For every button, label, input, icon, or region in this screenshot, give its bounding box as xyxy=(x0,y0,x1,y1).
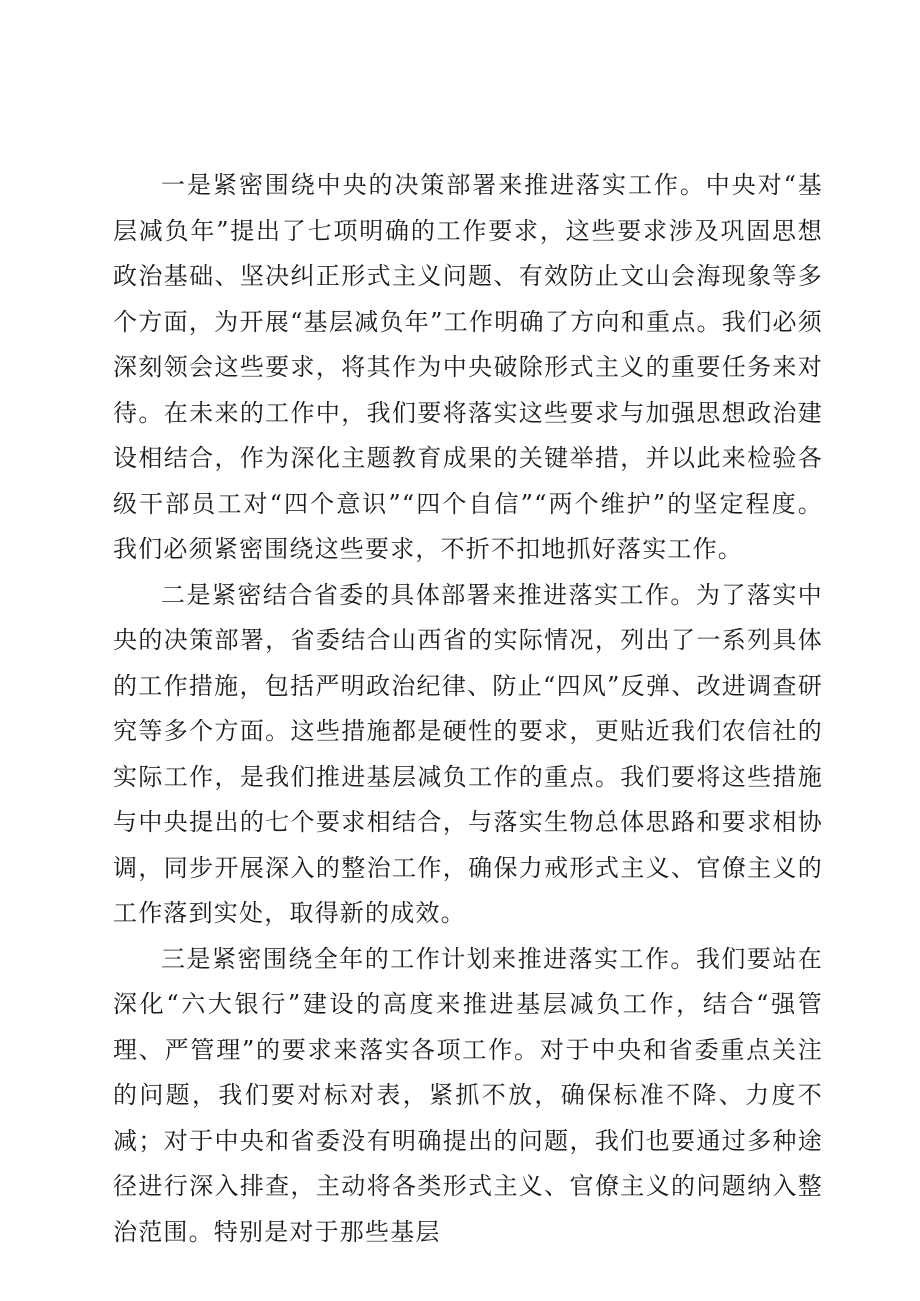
paragraph-1: 一是紧密围绕中央的决策部署来推进落实工作。中央对“基层减负年”提出了七项明确的工作要求，这些要求涉及巩固思想政治基础、坚决纠正形式主义问题、有效防止文山会海现象等多个方面，为开展“基层减负年”工作明确了方向和重点。我们必须深刻领会这些要求，将其作为中央破除形式主义的重要任务来对待。在未来的工作中，我们要将落实这些要求与加强思想政治建设相结合，作为深化主题教育成果的关键举措，并以此来检验各级干部员工对“四个意识”“四个自信”“两个维护”的坚定程度。我们必须紧密围绕这些要求，不折不扣地抓好落实工作。 xyxy=(113,171,823,563)
paragraph-2: 二是紧密结合省委的具体部署来推进落实工作。为了落实中央的决策部署，省委结合山西省的实际情况，列出了一系列具体的工作措施，包括严明政治纪律、防止“四风”反弹、改进调查研究等多个方面。这些措施都是硬性的要求，更贴近我们农信社的实际工作，是我们推进基层减负工作的重点。我们要将这些措施与中央提出的七个要求相结合，与落实生物总体思路和要求相协调，同步开展深入的整治工作，确保力戒形式主义、官僚主义的工作落到实处，取得新的成效。 xyxy=(113,580,823,927)
document-body xyxy=(113,163,823,1255)
paragraph-3: 三是紧密围绕全年的工作计划来推进落实工作。我们要站在深化“六大银行”建设的高度来推进基层减负工作，结合“强管理、严管理”的要求来落实各项工作。对于中央和省委重点关注的问题，我们要对标对表，紧抓不放，确保标准不降、力度不减；对于中央和省委没有明确提出的问题，我们也要通过多种途径进行深入排查，主动将各类形式主义、官僚主义的问题纳入整治范围。特别是对于那些基层 xyxy=(113,944,823,1246)
